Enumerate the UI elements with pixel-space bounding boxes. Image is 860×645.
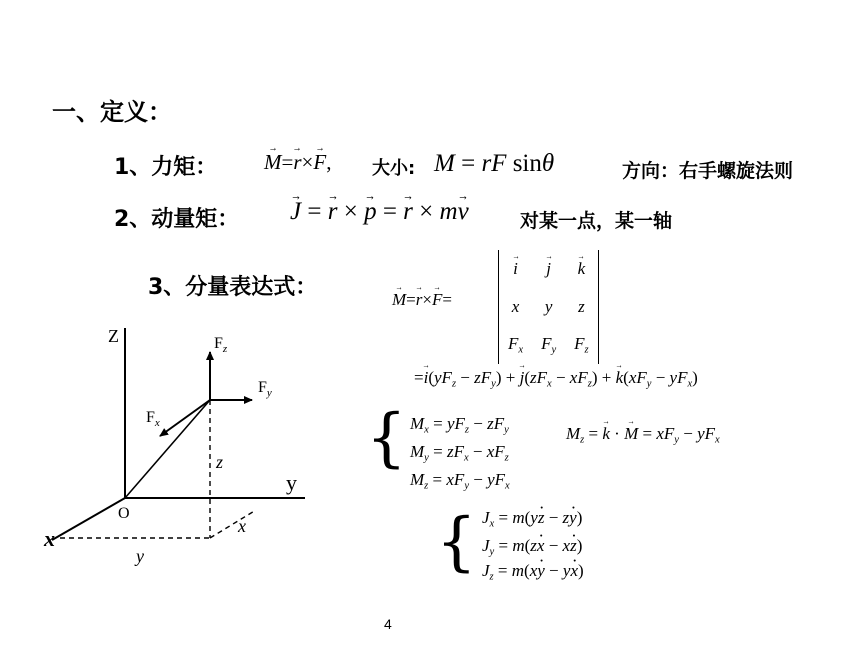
item2-label: 2、动量矩： xyxy=(114,207,240,232)
torque-component-y: $M_y = zF_x - xF_z$ xyxy=(410,442,509,464)
y-axis-label: y xyxy=(286,470,297,495)
torque-determinant-matrix: → i → j → k x y z $F_x$ $F_y$ $F_z$ xyxy=(498,250,599,364)
z-axis-label: Z xyxy=(108,326,119,346)
item3-label: 3、分量表达式： xyxy=(148,275,318,300)
item2-note: 对某一点，某一轴 xyxy=(520,210,673,232)
angular-momentum-formula: → J = → r × → p = → r × m→ v xyxy=(290,198,469,226)
torque-magnitude-formula: M = rF sinθ xyxy=(434,150,555,177)
coordinate-force-diagram xyxy=(0,300,360,580)
torque-determinant-lhs: → M=→ r×→ F= xyxy=(392,290,452,310)
origin-label: O xyxy=(118,505,130,522)
torque-z-dot-product: $M_z$ = → k · → $M = xF_y - yF_x$ xyxy=(566,424,720,446)
torque-definition-formula: → M=→ r×→ F, xyxy=(264,150,331,175)
torque-component-x: $M_x = yF_z - zF_y$ xyxy=(410,414,509,436)
angular-momentum-component-y: $J_y = m(z\cdot x - x\cdot z)$ xyxy=(482,536,582,558)
x-axis xyxy=(52,498,125,540)
angular-momentum-brace: { xyxy=(436,505,477,579)
force-x-label: $F_x$ xyxy=(146,409,160,429)
item1-size-label: 大小: xyxy=(372,158,416,179)
position-vector xyxy=(125,400,210,498)
item1-direction-label: 方向：右手螺旋法则 xyxy=(622,160,794,182)
torque-components-brace: { xyxy=(366,401,407,475)
force-z-label: $F_z$ xyxy=(214,335,228,355)
angular-momentum-component-z: $J_z = m(x\cdot y - y\cdot x)$ xyxy=(482,561,584,583)
x-axis-label: x xyxy=(44,526,55,551)
force-x-arrow xyxy=(160,400,210,436)
coord-y-label: y xyxy=(136,546,144,566)
projection-x-line xyxy=(210,510,256,538)
force-y-label: $F_y$ xyxy=(258,379,272,399)
angular-momentum-component-x: $J_x = m(y\cdot z - z\cdot y)$ xyxy=(482,508,582,530)
torque-expanded-formula: =→ $i(yF_z - zF_y)$ + → $j(zF_x - xF_z)$ + → $k(xF_y - yF_x)$ xyxy=(414,368,698,390)
item1-label: 1、力矩： xyxy=(114,155,218,180)
torque-component-z: $M_z = xF_y - yF_x$ xyxy=(410,470,510,492)
coord-z-label: z xyxy=(216,452,224,472)
section-heading: 一、定义： xyxy=(52,98,172,126)
coord-x-label: x xyxy=(238,516,246,536)
page-number: 4 xyxy=(384,616,392,632)
